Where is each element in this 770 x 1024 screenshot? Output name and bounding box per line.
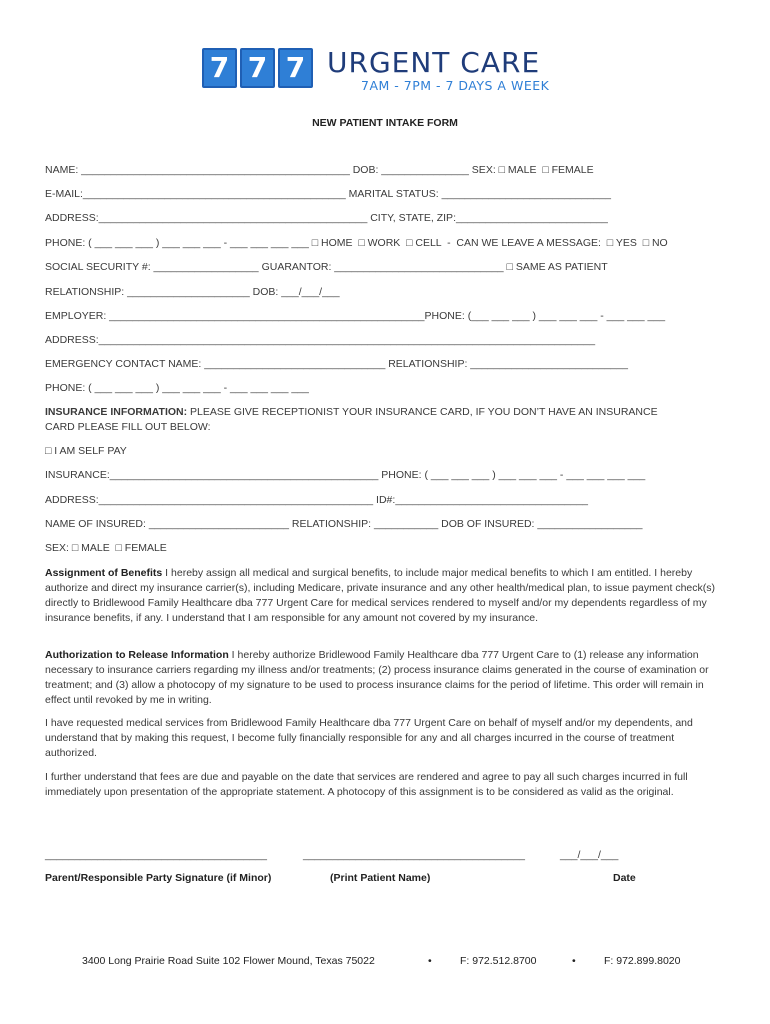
insurance-instruction-text: PLEASE GIVE RECEPTIONIST YOUR INSURANCE CARD, IF YOU DON’T HAVE AN INSURANCE [187,406,658,418]
print-name-line[interactable]: ______________________________________ [303,849,525,861]
benefits-title: Assignment of Benefits [45,567,163,579]
brand-hours: 7AM - 7PM - 7 DAYS A WEEK [361,78,550,93]
logo-digit: 7 [278,48,313,88]
form-title: NEW PATIENT INTAKE FORM [312,117,458,129]
emergency-contact-line[interactable]: EMERGENCY CONTACT NAME: _______________________________ RELATIONSHIP: ___________________________ [45,358,628,370]
footer-fax: F: 972.899.8020 [604,955,681,967]
email-line[interactable]: E-MAIL:_____________________________________________ MARITAL STATUS: _____________________________ [45,188,611,200]
clinic-logo [202,48,549,92]
logo-digits [202,48,313,88]
assignment-of-benefits [45,566,725,626]
footer-bullet: • [572,955,576,967]
fees-paragraph: I further understand that fees are due and payable on the date that services are rendered and agree to pay all such charges incurred in full immediately upon presentation of the appropriate statement. A photocopy of this assignment is to be considered as valid as the original. [45,771,688,798]
insured-sex-line[interactable]: SEX: □ MALE □ FEMALE [45,542,167,554]
date-line[interactable]: ___/___/___ [560,849,619,861]
self-pay-checkbox[interactable]: □ I AM SELF PAY [45,445,127,457]
authorization-release [45,648,725,708]
emergency-phone-line[interactable]: PHONE: ( ___ ___ ___ ) ___ ___ ___ - ___ ___ ___ ___ [45,382,309,394]
insurance-line[interactable]: INSURANCE:______________________________________________ PHONE: ( ___ ___ ___ ) ___ ___ ___ - ___ ___ ___ ___ [45,469,646,481]
release-title: Authorization to Release Information [45,649,229,661]
date-label: Date [613,872,636,884]
phone-line[interactable]: PHONE: ( ___ ___ ___ ) ___ ___ ___ - ___ ___ ___ ___ □ HOME □ WORK □ CELL - CAN WE LEAVE A MESSAGE: □ YES □ NO [45,237,668,249]
signature-line[interactable]: ______________________________________ [45,849,267,861]
signature-label: Parent/Responsible Party Signature (if Minor) [45,872,272,884]
brand-name: URGENT CARE [327,46,541,79]
employer-address-line[interactable]: ADDRESS:_____________________________________________________________________________________ [45,334,596,346]
footer-phone: F: 972.512.8700 [460,955,537,967]
insurance-instruction [45,406,658,418]
insurance-address-line[interactable]: ADDRESS:_______________________________________________ ID#:_________________________________ [45,494,589,506]
print-name-label: (Print Patient Name) [330,872,431,884]
ssn-line[interactable]: SOCIAL SECURITY #: __________________ GUARANTOR: _____________________________ □ SAME AS PATIENT [45,261,608,273]
release-body: I hereby authorize Bridlewood Family Healthcare dba 777 Urgent Care to (1) release any information necessary to insurance carriers regarding my illness and/or treatments; (2) process insurance claims generated in the course of examination or treatment; and (3) allow a photocopy of my signature to be used to process insurance claims for the period of lifetime. This order will remain in effect until revoked by me in writing. [45,649,709,706]
benefits-body: I hereby assign all medical and surgical benefits, to include major medical benefits to which I am entitled. I hereby authorize and direct my insurance carrier(s), including Medicare, private insurance and any other health/medical plan, to issue payment check(s) directly to Bridlewood Family Healthcare dba 777 Urgent Care for medical services rendered to myself and/or my dependents regardless of my insurance benefits, if any. I understand that I am responsible for any amount not covered by my insurance. [45,567,715,624]
insurance-instruction-cont: CARD PLEASE FILL OUT BELOW: [45,421,211,433]
footer-bullet: • [428,955,432,967]
logo-digit: 7 [240,48,275,88]
brand-block [327,48,549,93]
relationship-line[interactable]: RELATIONSHIP: _____________________ DOB: ___/___/___ [45,286,340,298]
footer-address: 3400 Long Prairie Road Suite 102 Flower Mound, Texas 75022 [82,955,375,967]
address-line[interactable]: ADDRESS:______________________________________________ CITY, STATE, ZIP:__________________________ [45,212,608,224]
logo-digit: 7 [202,48,237,88]
name-line[interactable]: NAME: ______________________________________________ DOB: _______________ SEX: □ MALE □ FEMALE [45,164,594,176]
employer-line[interactable]: EMPLOYER: ______________________________________________________PHONE: (___ ___ ___ ) ___ ___ ___ - ___ ___ ___ [45,310,666,322]
insurance-heading: INSURANCE INFORMATION: [45,406,188,418]
insured-line[interactable]: NAME OF INSURED: ________________________ RELATIONSHIP: ___________ DOB OF INSURED: __________________ [45,518,643,530]
requested-services-paragraph: I have requested medical services from Bridlewood Family Healthcare dba 777 Urgent Care on behalf of myself and/or my dependents, and understand that by making this request, I become fully financially responsible for any and all charges incurred in the course of treatment authorized. [45,717,693,759]
